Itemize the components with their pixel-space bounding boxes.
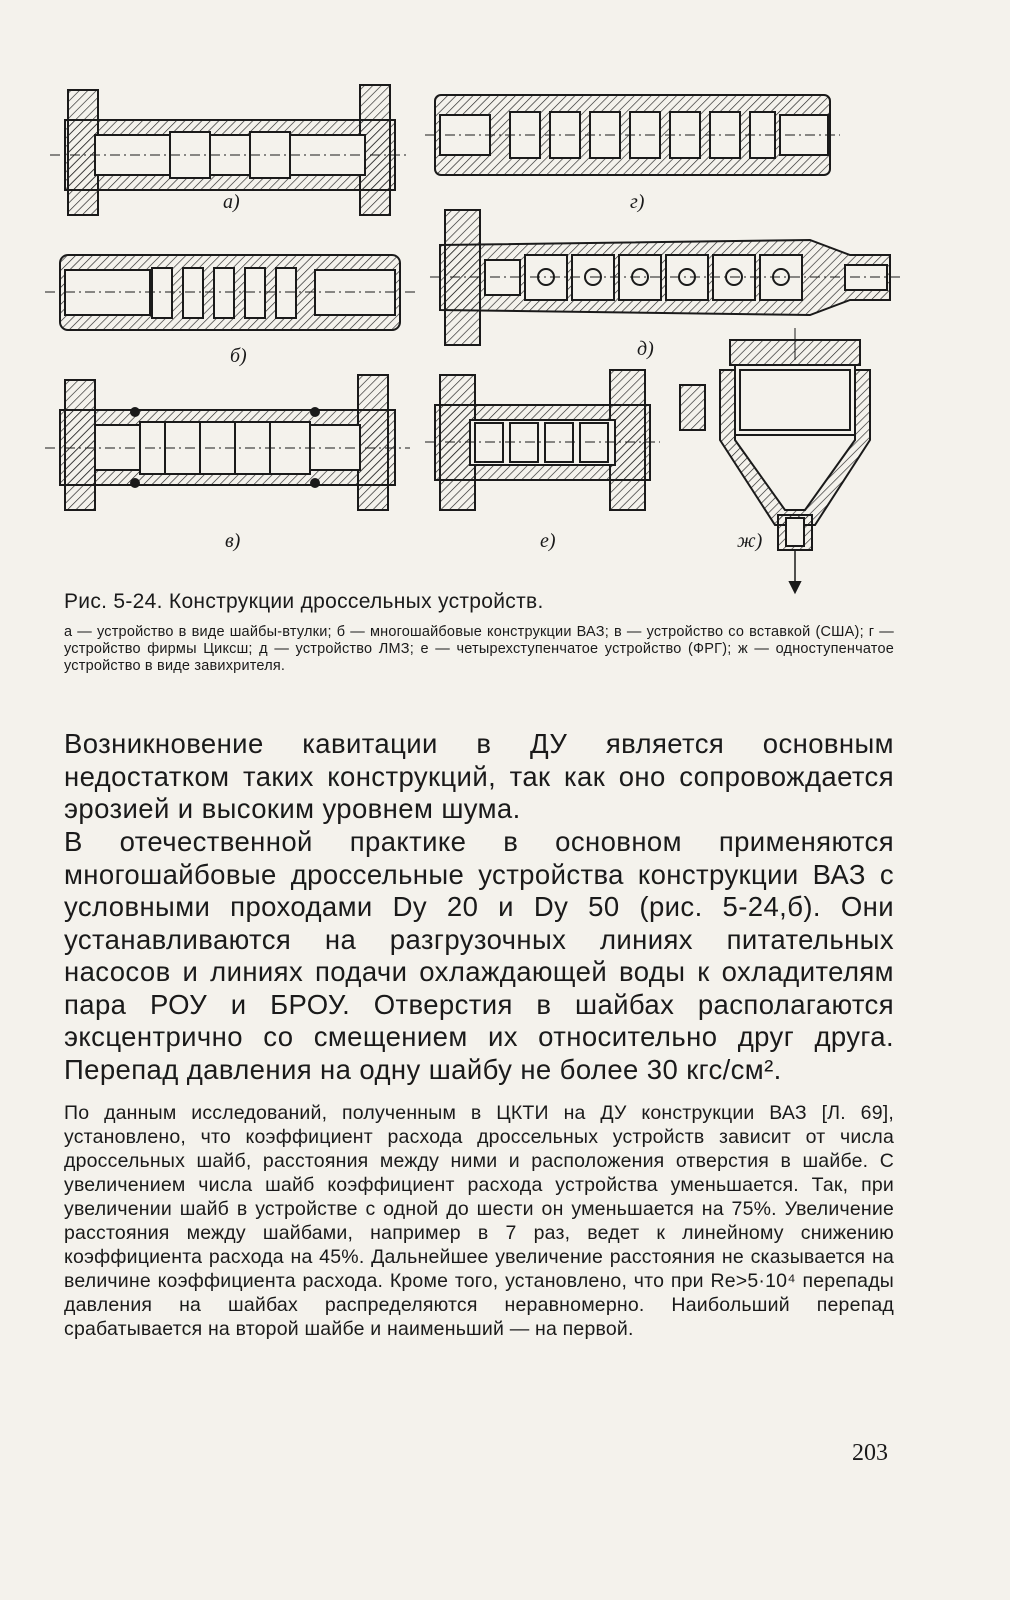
drawing-v-insert [45,375,410,510]
figure-caption-title: Рис. 5-24. Конструкции дроссельных устройств. [64,590,544,613]
drawing-e-four-stage [425,370,660,510]
label-v: в) [225,530,241,552]
throttle-devices-figure [40,70,940,600]
label-g: г) [630,191,645,213]
label-zh: ж) [737,530,763,552]
drawing-zh-swirler [680,328,870,592]
paragraph-cavitation: Возникновение кавитации в ДУ является основным недостатком таких конструкций, так как оно сопровождается эрозией и высоким уровнем шума. [64,728,894,824]
label-a: а) [223,191,240,213]
page-number: 203 [852,1440,888,1466]
paragraph-ckti-research: По данным исследований, полученным в ЦКТИ на ДУ конструкции ВАЗ [Л. 69], установлено, что коэффициент расхода дроссельных устройств зависит от числа дроссельных шайб, расстояния между ними и расположения отверстия в шайбе. С увеличением числа шайб коэффициент расхода устройства уменьшается. Так, при увеличении шайб в устройстве с одной до шести он уменьшается на 75%. Увеличение расстояния между шайбами, например в 7 раз, ведет к линейному снижению коэффициента расхода на 45%. Дальнейшее увеличение расстояния не сказывается на величине коэффициента расхода. Кроме того, установлено, что при Re>5·10⁴ перепады давления на шайбах распределяются неравномерно. Наибольший перепад срабатывается на второй шайбе и наименьший — на первой. [64,1102,894,1340]
drawing-d-lmz [430,210,900,345]
paragraph-vaz-practice: В отечественной практике в основном применяются многошайбовые дроссельные устройства конструкции ВАЗ с условными проходами Dу 20 и Dу 50 (рис. 5-24,б). Они устанавливаются на разгрузочных линиях питательных насосов и линиях подачи охлаждающей воды к охладителям пара РОУ и БРОУ. Отверстия в шайбах располагаются эксцентрично со смещением их относительно друг друга. Перепад давления на одну шайбу не более 30 кгс/см². [64,826,894,1085]
label-e: е) [540,530,556,552]
figure-caption-legend: а — устройство в виде шайбы-втулки; б — многошайбовые конструкции ВАЗ; в — устройство со вставкой (США); г — устройство фирмы Циксш; д — устройство ЛМЗ; е — четырехступенчатое устройство (ФРГ); ж — одноступенчатое устройство в виде завихрителя. [64,624,894,674]
drawing-b-multiwasher [45,255,415,330]
label-d: д) [637,338,654,360]
drawing-g-zikesch [425,95,840,175]
label-b: б) [230,345,247,367]
